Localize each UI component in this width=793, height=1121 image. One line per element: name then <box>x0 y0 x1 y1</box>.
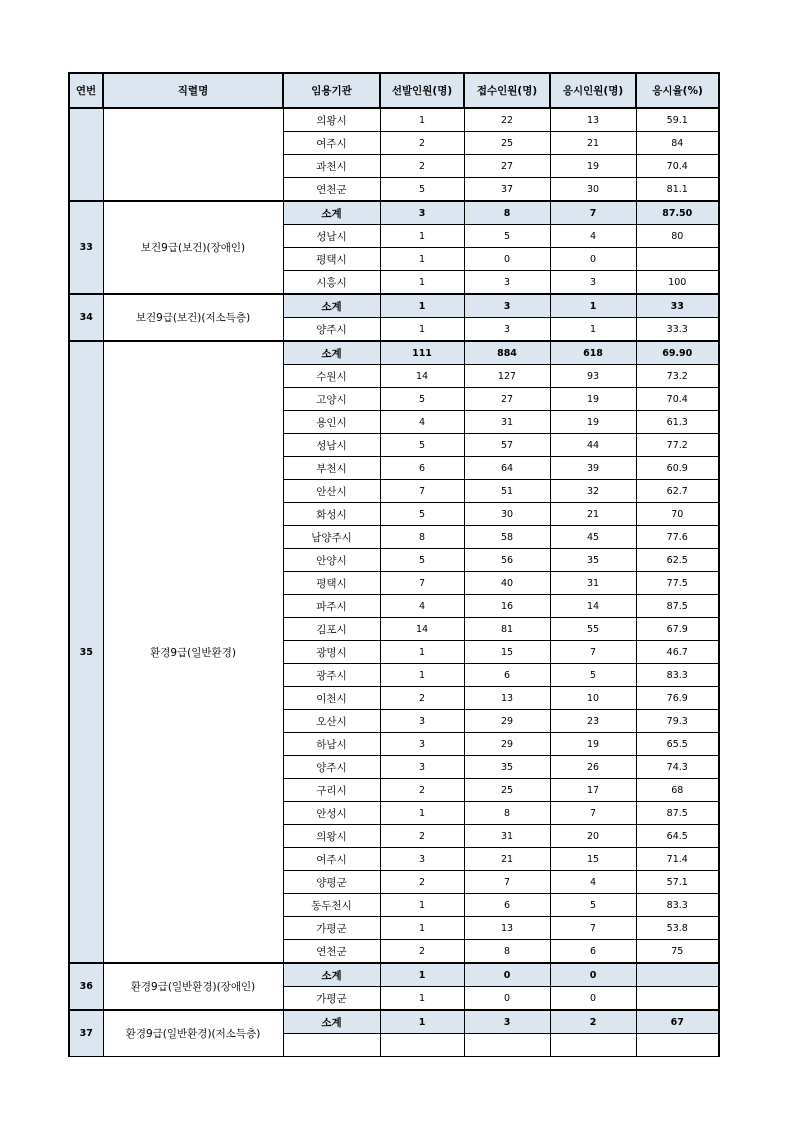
examined-count: 32 <box>550 480 636 503</box>
agency-cell: 광주시 <box>283 664 380 687</box>
selected-count: 5 <box>380 549 464 572</box>
selected-count: 3 <box>380 756 464 779</box>
agency-cell: 양평군 <box>283 871 380 894</box>
applied-count: 37 <box>464 178 550 202</box>
agency-cell: 소계 <box>283 1010 380 1034</box>
examined-count: 0 <box>550 987 636 1011</box>
exam-rate: 79.3 <box>636 710 719 733</box>
agency-cell: 화성시 <box>283 503 380 526</box>
applied-count: 30 <box>464 503 550 526</box>
examined-count: 13 <box>550 108 636 132</box>
selected-count: 3 <box>380 201 464 225</box>
agency-cell: 의왕시 <box>283 825 380 848</box>
examined-count: 19 <box>550 155 636 178</box>
selected-count: 1 <box>380 294 464 318</box>
exam-rate: 87.5 <box>636 802 719 825</box>
agency-cell: 안양시 <box>283 549 380 572</box>
selected-count: 2 <box>380 940 464 964</box>
row-number <box>69 108 103 201</box>
applied-count: 64 <box>464 457 550 480</box>
exam-rate: 71.4 <box>636 848 719 871</box>
selected-count: 1 <box>380 664 464 687</box>
applied-count: 25 <box>464 132 550 155</box>
examined-count: 6 <box>550 940 636 964</box>
examined-count: 7 <box>550 802 636 825</box>
selected-count: 1 <box>380 894 464 917</box>
examined-count: 55 <box>550 618 636 641</box>
agency-cell: 소계 <box>283 341 380 365</box>
applied-count: 15 <box>464 641 550 664</box>
applied-count: 3 <box>464 1010 550 1034</box>
exam-rate <box>636 1034 719 1057</box>
exam-rate: 83.3 <box>636 894 719 917</box>
selected-count: 1 <box>380 963 464 987</box>
exam-rate: 46.7 <box>636 641 719 664</box>
applied-count: 3 <box>464 271 550 295</box>
agency-cell: 성남시 <box>283 434 380 457</box>
examined-count: 4 <box>550 871 636 894</box>
examined-count: 5 <box>550 664 636 687</box>
exam-rate: 84 <box>636 132 719 155</box>
agency-cell: 용인시 <box>283 411 380 434</box>
exam-rate: 64.5 <box>636 825 719 848</box>
selected-count: 5 <box>380 503 464 526</box>
job-series-name: 환경9급(일반환경) <box>103 341 283 963</box>
exam-rate: 83.3 <box>636 664 719 687</box>
examined-count: 0 <box>550 248 636 271</box>
applied-count: 6 <box>464 664 550 687</box>
applied-count: 56 <box>464 549 550 572</box>
exam-rate: 77.2 <box>636 434 719 457</box>
exam-rate: 62.5 <box>636 549 719 572</box>
agency-cell: 남양주시 <box>283 526 380 549</box>
selected-count <box>380 1034 464 1057</box>
agency-cell: 고양시 <box>283 388 380 411</box>
applied-count: 57 <box>464 434 550 457</box>
selected-count: 7 <box>380 572 464 595</box>
examined-count: 7 <box>550 917 636 940</box>
agency-cell: 양주시 <box>283 318 380 342</box>
agency-cell: 이천시 <box>283 687 380 710</box>
exam-rate: 59.1 <box>636 108 719 132</box>
job-series-name: 보건9급(보건)(저소득층) <box>103 294 283 341</box>
selected-count: 6 <box>380 457 464 480</box>
applied-count: 21 <box>464 848 550 871</box>
agency-cell <box>283 1034 380 1057</box>
exam-rate: 87.5 <box>636 595 719 618</box>
applied-count: 31 <box>464 825 550 848</box>
exam-rate: 33 <box>636 294 719 318</box>
applied-count: 81 <box>464 618 550 641</box>
applied-count: 13 <box>464 917 550 940</box>
exam-rate: 67 <box>636 1010 719 1034</box>
exam-rate: 77.6 <box>636 526 719 549</box>
agency-cell: 김포시 <box>283 618 380 641</box>
row-number: 33 <box>69 201 103 294</box>
examined-count: 20 <box>550 825 636 848</box>
examined-count: 19 <box>550 733 636 756</box>
results-table <box>68 72 720 1057</box>
selected-count: 3 <box>380 733 464 756</box>
exam-rate <box>636 963 719 987</box>
selected-count: 4 <box>380 411 464 434</box>
applied-count: 27 <box>464 388 550 411</box>
exam-rate: 61.3 <box>636 411 719 434</box>
selected-count: 14 <box>380 365 464 388</box>
agency-cell: 안성시 <box>283 802 380 825</box>
agency-cell: 안산시 <box>283 480 380 503</box>
agency-cell: 연천군 <box>283 178 380 202</box>
header-agency: 임용기관 <box>283 73 380 108</box>
applied-count: 29 <box>464 710 550 733</box>
examined-count: 1 <box>550 318 636 342</box>
subtotal-row <box>69 963 719 987</box>
selected-count: 4 <box>380 595 464 618</box>
examined-count: 30 <box>550 178 636 202</box>
exam-rate: 75 <box>636 940 719 964</box>
applied-count: 13 <box>464 687 550 710</box>
exam-rate: 81.1 <box>636 178 719 202</box>
applied-count: 29 <box>464 733 550 756</box>
selected-count: 1 <box>380 108 464 132</box>
agency-cell: 부천시 <box>283 457 380 480</box>
agency-cell: 광명시 <box>283 641 380 664</box>
agency-cell: 의왕시 <box>283 108 380 132</box>
job-series-name: 환경9급(일반환경)(장애인) <box>103 963 283 1010</box>
exam-rate: 60.9 <box>636 457 719 480</box>
exam-rate: 80 <box>636 225 719 248</box>
selected-count: 1 <box>380 1010 464 1034</box>
exam-rate <box>636 987 719 1011</box>
applied-count: 8 <box>464 201 550 225</box>
applied-count: 0 <box>464 987 550 1011</box>
row-number: 34 <box>69 294 103 341</box>
exam-rate: 68 <box>636 779 719 802</box>
exam-rate: 67.9 <box>636 618 719 641</box>
applied-count: 127 <box>464 365 550 388</box>
applied-count: 884 <box>464 341 550 365</box>
selected-count: 1 <box>380 248 464 271</box>
selected-count: 2 <box>380 779 464 802</box>
header-row <box>69 73 719 108</box>
exam-rate: 77.5 <box>636 572 719 595</box>
applied-count: 8 <box>464 802 550 825</box>
agency-cell: 소계 <box>283 294 380 318</box>
job-series-name: 환경9급(일반환경)(저소득층) <box>103 1010 283 1057</box>
row-number: 35 <box>69 341 103 963</box>
agency-cell: 평택시 <box>283 572 380 595</box>
agency-cell: 여주시 <box>283 848 380 871</box>
selected-count: 111 <box>380 341 464 365</box>
selected-count: 5 <box>380 434 464 457</box>
agency-cell: 과천시 <box>283 155 380 178</box>
selected-count: 2 <box>380 155 464 178</box>
agency-cell: 시흥시 <box>283 271 380 295</box>
selected-count: 1 <box>380 917 464 940</box>
examined-count: 39 <box>550 457 636 480</box>
exam-rate: 65.5 <box>636 733 719 756</box>
header-examined: 응시인원(명) <box>550 73 636 108</box>
applied-count: 27 <box>464 155 550 178</box>
exam-rate: 100 <box>636 271 719 295</box>
selected-count: 1 <box>380 271 464 295</box>
examined-count: 5 <box>550 894 636 917</box>
agency-cell: 소계 <box>283 963 380 987</box>
examined-count <box>550 1034 636 1057</box>
selected-count: 1 <box>380 641 464 664</box>
examined-count: 2 <box>550 1010 636 1034</box>
subtotal-row <box>69 1010 719 1034</box>
examined-count: 10 <box>550 687 636 710</box>
header-selected: 선발인원(명) <box>380 73 464 108</box>
applied-count: 5 <box>464 225 550 248</box>
selected-count: 2 <box>380 871 464 894</box>
selected-count: 1 <box>380 987 464 1011</box>
agency-cell: 구리시 <box>283 779 380 802</box>
exam-rate: 69.90 <box>636 341 719 365</box>
applied-count <box>464 1034 550 1057</box>
selected-count: 2 <box>380 687 464 710</box>
job-series-name: 보건9급(보건)(장애인) <box>103 201 283 294</box>
examined-count: 17 <box>550 779 636 802</box>
examined-count: 26 <box>550 756 636 779</box>
examined-count: 4 <box>550 225 636 248</box>
exam-rate: 73.2 <box>636 365 719 388</box>
selected-count: 5 <box>380 388 464 411</box>
selected-count: 2 <box>380 825 464 848</box>
selected-count: 8 <box>380 526 464 549</box>
applied-count: 7 <box>464 871 550 894</box>
examined-count: 3 <box>550 271 636 295</box>
exam-rate: 87.50 <box>636 201 719 225</box>
job-series-name <box>103 108 283 201</box>
applied-count: 0 <box>464 248 550 271</box>
agency-cell: 하남시 <box>283 733 380 756</box>
selected-count: 7 <box>380 480 464 503</box>
examined-count: 31 <box>550 572 636 595</box>
selected-count: 1 <box>380 225 464 248</box>
selected-count: 2 <box>380 132 464 155</box>
subtotal-row <box>69 341 719 365</box>
table-row <box>69 108 719 132</box>
header-job-series: 직렬명 <box>103 73 283 108</box>
applied-count: 58 <box>464 526 550 549</box>
subtotal-row <box>69 201 719 225</box>
exam-rate: 53.8 <box>636 917 719 940</box>
applied-count: 16 <box>464 595 550 618</box>
selected-count: 3 <box>380 710 464 733</box>
exam-rate: 76.9 <box>636 687 719 710</box>
examined-count: 21 <box>550 132 636 155</box>
header-no: 연번 <box>69 73 103 108</box>
applied-count: 8 <box>464 940 550 964</box>
agency-cell: 수원시 <box>283 365 380 388</box>
applied-count: 3 <box>464 294 550 318</box>
applied-count: 6 <box>464 894 550 917</box>
exam-rate: 62.7 <box>636 480 719 503</box>
applied-count: 22 <box>464 108 550 132</box>
examined-count: 19 <box>550 411 636 434</box>
examined-count: 618 <box>550 341 636 365</box>
examined-count: 93 <box>550 365 636 388</box>
agency-cell: 파주시 <box>283 595 380 618</box>
exam-rate: 74.3 <box>636 756 719 779</box>
applied-count: 0 <box>464 963 550 987</box>
table-body <box>69 108 719 1057</box>
agency-cell: 여주시 <box>283 132 380 155</box>
agency-cell: 평택시 <box>283 248 380 271</box>
agency-cell: 소계 <box>283 201 380 225</box>
examined-count: 45 <box>550 526 636 549</box>
examined-count: 7 <box>550 201 636 225</box>
exam-rate: 70.4 <box>636 155 719 178</box>
examined-count: 1 <box>550 294 636 318</box>
exam-rate: 33.3 <box>636 318 719 342</box>
agency-cell: 동두천시 <box>283 894 380 917</box>
examined-count: 19 <box>550 388 636 411</box>
applied-count: 40 <box>464 572 550 595</box>
examined-count: 23 <box>550 710 636 733</box>
row-number: 37 <box>69 1010 103 1057</box>
examined-count: 0 <box>550 963 636 987</box>
selected-count: 3 <box>380 848 464 871</box>
agency-cell: 가평군 <box>283 917 380 940</box>
agency-cell: 가평군 <box>283 987 380 1011</box>
exam-rate: 70.4 <box>636 388 719 411</box>
selected-count: 1 <box>380 802 464 825</box>
applied-count: 35 <box>464 756 550 779</box>
selected-count: 14 <box>380 618 464 641</box>
examined-count: 44 <box>550 434 636 457</box>
agency-cell: 오산시 <box>283 710 380 733</box>
agency-cell: 연천군 <box>283 940 380 964</box>
exam-rate: 57.1 <box>636 871 719 894</box>
examined-count: 35 <box>550 549 636 572</box>
applied-count: 31 <box>464 411 550 434</box>
header-applied: 접수인원(명) <box>464 73 550 108</box>
agency-cell: 양주시 <box>283 756 380 779</box>
exam-rate <box>636 248 719 271</box>
examined-count: 15 <box>550 848 636 871</box>
exam-rate: 70 <box>636 503 719 526</box>
selected-count: 5 <box>380 178 464 202</box>
applied-count: 51 <box>464 480 550 503</box>
row-number: 36 <box>69 963 103 1010</box>
applied-count: 25 <box>464 779 550 802</box>
examined-count: 7 <box>550 641 636 664</box>
examined-count: 14 <box>550 595 636 618</box>
agency-cell: 성남시 <box>283 225 380 248</box>
header-rate: 응시율(%) <box>636 73 719 108</box>
selected-count: 1 <box>380 318 464 342</box>
subtotal-row <box>69 294 719 318</box>
examined-count: 21 <box>550 503 636 526</box>
applied-count: 3 <box>464 318 550 342</box>
